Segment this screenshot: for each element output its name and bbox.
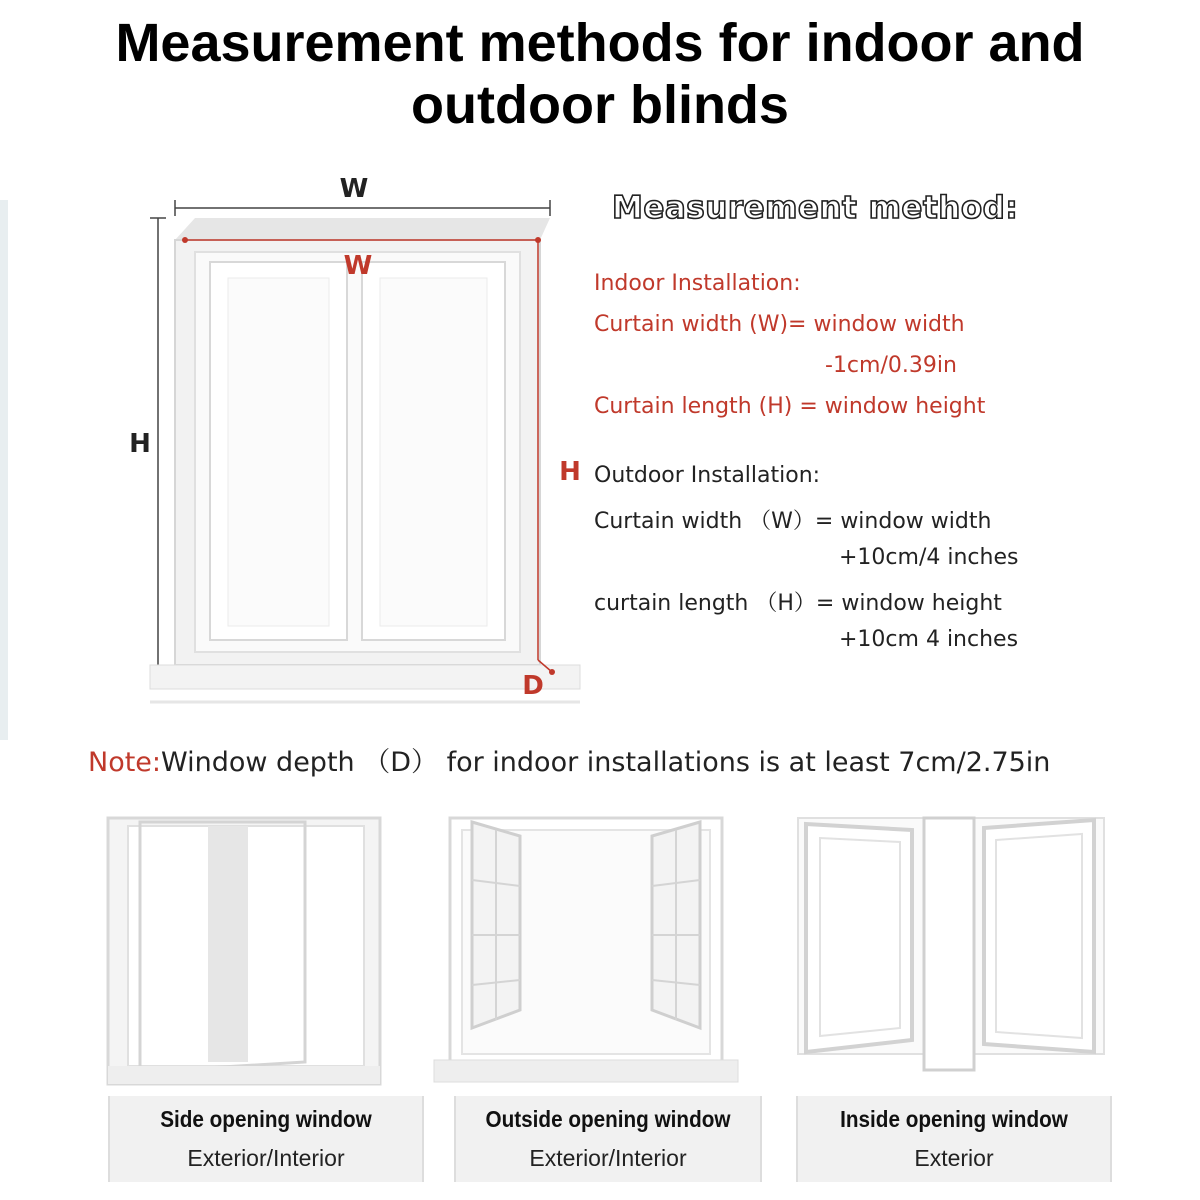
depth-note [88,740,1050,779]
note-text: Window depth （D） for indoor installations is at least 7cm/2.75in [161,747,1051,778]
depth-label: D [522,671,544,701]
caption-inside-opening [796,1096,1112,1182]
outdoor-width-adjust: +10cm/4 inches [839,545,1019,570]
outer-height-label: H [129,429,151,459]
window-type-location: Exterior/Interior [187,1145,345,1171]
window-type-name: Outside opening window [485,1106,731,1132]
indoor-length-line: Curtain length (H) = window height [594,394,986,419]
page-title [0,12,1200,136]
side-opening-window-illustration [108,818,380,1084]
outdoor-length-line: curtain length （H）= window height [594,591,1002,616]
window-type-illustrations [0,810,1200,1100]
window-measurement-diagram [0,160,600,740]
indoor-width-adjust: -1cm/0.39in [825,353,957,378]
inner-width-label: W [343,251,373,281]
outdoor-title: Outdoor Installation: [594,463,821,488]
inside-opening-window-illustration [798,818,1104,1070]
window-type-name: Side opening window [160,1106,372,1132]
outside-opening-window-illustration [434,818,738,1082]
outdoor-length-adjust: +10cm 4 inches [839,627,1019,652]
window-type-location: Exterior [914,1145,994,1171]
window-frame [150,218,580,702]
indoor-title: Indoor Installation: [594,271,801,296]
outer-height-dimension [150,218,166,668]
indoor-width-line: Curtain width (W)= window width [594,312,965,337]
title-line-2: outdoor blinds [411,75,789,135]
note-label: Note: [88,747,162,778]
window-type-location: Exterior/Interior [529,1145,687,1171]
backdrop-edge [0,200,8,740]
method-heading: Measurement method: [612,190,1019,226]
outer-width-label: W [339,174,369,204]
caption-side-opening [108,1096,424,1182]
caption-outside-opening [454,1096,762,1182]
outdoor-width-line: Curtain width （W）= window width [594,509,992,534]
window-type-name: Inside opening window [840,1106,1068,1132]
inner-height-label: H [559,457,581,487]
title-line-1: Measurement methods for indoor and [115,13,1085,73]
